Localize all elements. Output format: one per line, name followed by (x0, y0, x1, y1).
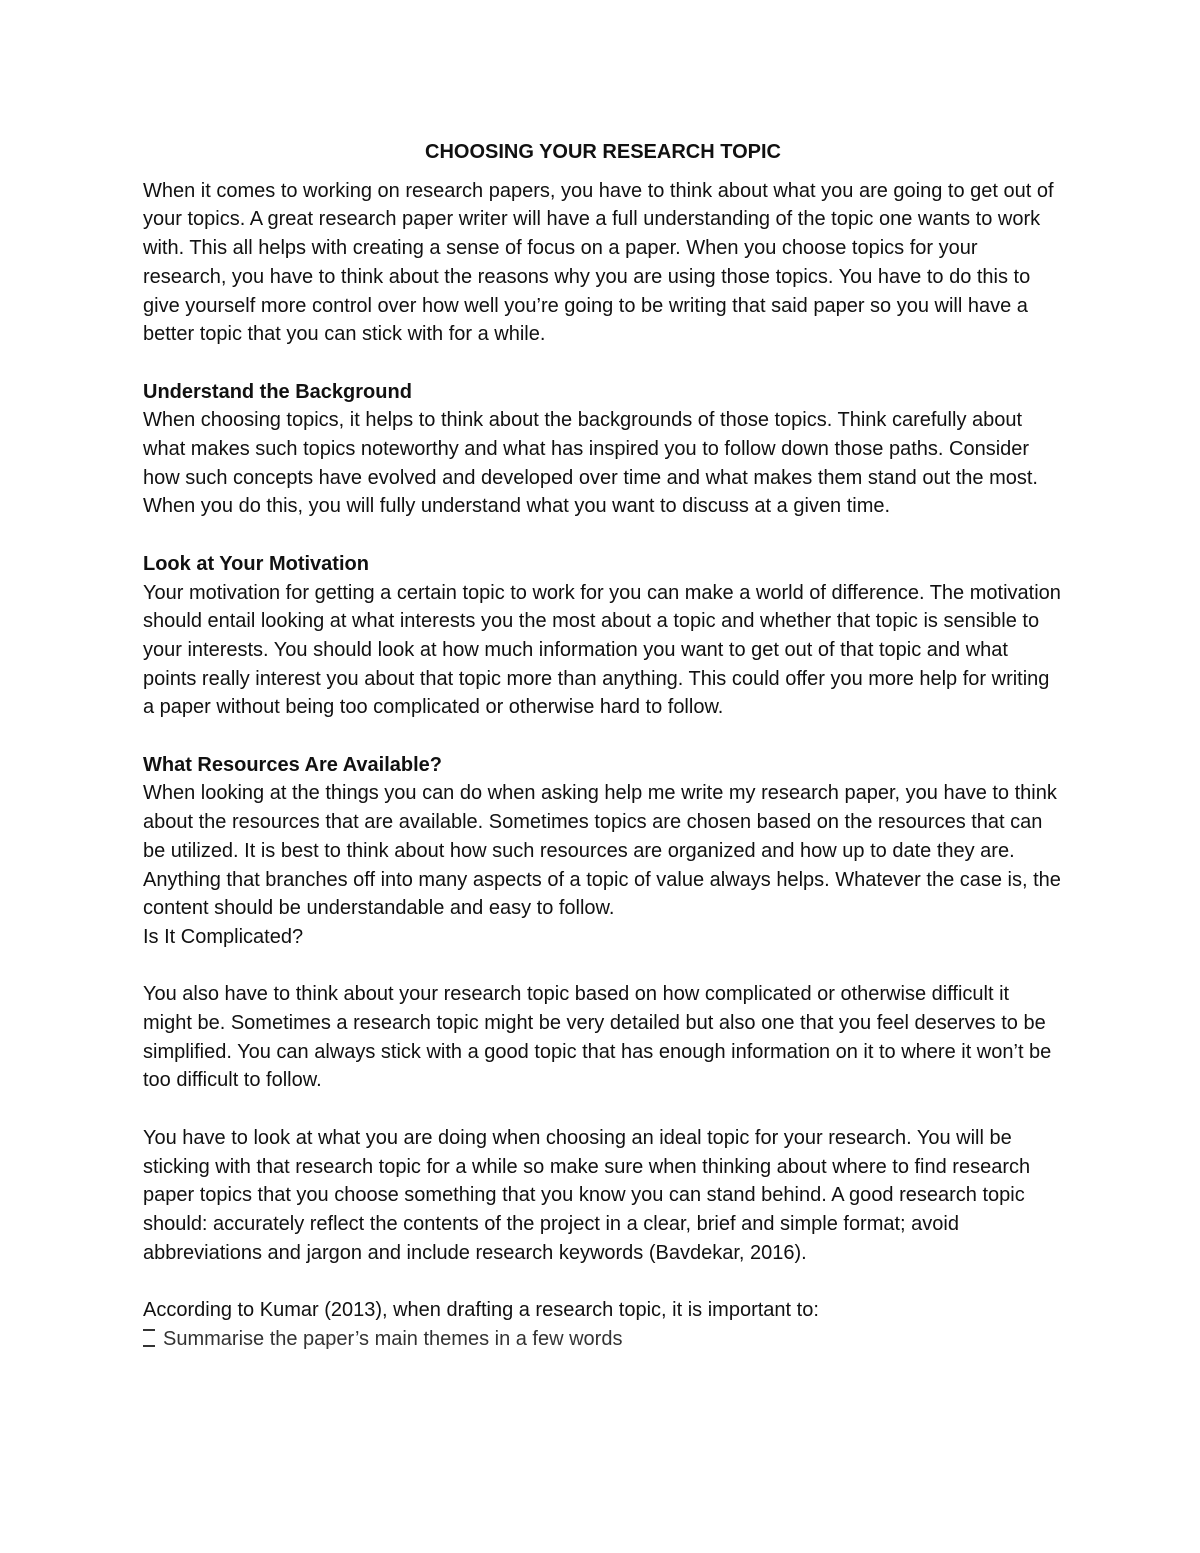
section-heading-background: Understand the Background (143, 380, 412, 403)
section-body-motivation: Your motivation for getting a certain topic to work for you can make a world of difference. The motivation should entail looking at what interests you the most about a topic and whether that topic is sensible to your interests. You should look at how much information you want to get out of that topic and what points really interest you about that topic more than anything. This could offer you more help for writing a paper without being too complicated or otherwise hard to follow. (143, 581, 1061, 719)
bullet-marker-icon (143, 1329, 155, 1347)
document-title: CHOOSING YOUR RESEARCH TOPIC (425, 141, 781, 163)
complicated-paragraph: You also have to think about your research topic based on how complicated or otherwise difficult it might be. Sometimes a research topic might be very detailed but also one that you feel deserves to be simplified. You can always stick with a good topic that has enough information on it to where it won’t be too difficult to follow. (143, 983, 1052, 1092)
paragraph-spacer (143, 349, 1063, 378)
paragraph-spacer (143, 952, 1063, 981)
section-body-background: When choosing topics, it helps to think about the backgrounds of those topics. Think carefully about what makes such topics noteworthy and what has inspired you to follow down those paths. Consider how such concepts have evolved and developed over time and what makes them stand out the most. When you do this, you will fully understand what you want to discuss at a given time. (143, 409, 1038, 518)
paragraph-spacer (143, 1095, 1063, 1124)
section-body-resources: When looking at the things you can do when asking help me write my research paper, you have to think about the resources that are available. Sometimes topics are chosen based on the resources that can be utilized. It is best to think about how such resources are organized and how up to date they are. Anything that branches off into many aspects of a topic of value always helps. Whatever the case is, the content should be understandable and easy to follow. (143, 782, 1061, 920)
bullet-item-text: Summarise the paper’s main themes in a few words (163, 1327, 623, 1350)
complicated-label: Is It Complicated? (143, 925, 304, 948)
kumar-intro: According to Kumar (2013), when drafting a research topic, it is important to: (143, 1299, 819, 1322)
ideal-topic-paragraph: You have to look at what you are doing when choosing an ideal topic for your research. You will be sticking with that research topic for a while so make sure when thinking about where to find research paper topics that you choose something that you know you can stand behind. A good research topic should: accurately reflect the contents of the project in a clear, brief and simple format; avoid abbreviations and jargon and include research keywords (Bavdekar, 2016). (143, 1126, 1031, 1264)
paragraph-spacer (143, 1267, 1063, 1296)
document-content (143, 138, 1063, 1353)
paragraph-spacer (143, 521, 1063, 550)
paragraph-spacer (143, 722, 1063, 751)
intro-paragraph: When it comes to working on research papers, you have to think about what you are going to get out of your topics. A great research paper writer will have a full understanding of the topic one wants to work with. This all helps with creating a sense of focus on a paper. When you choose topics for your research, you have to think about the reasons why you are using those topics. You have to do this to give yourself more control over how well you’re going to be writing that said paper so you will have a better topic that you can stick with for a while. (143, 179, 1054, 346)
section-heading-resources: What Resources Are Available? (143, 753, 442, 776)
section-heading-motivation: Look at Your Motivation (143, 552, 369, 575)
bullet-item (143, 1325, 1063, 1354)
